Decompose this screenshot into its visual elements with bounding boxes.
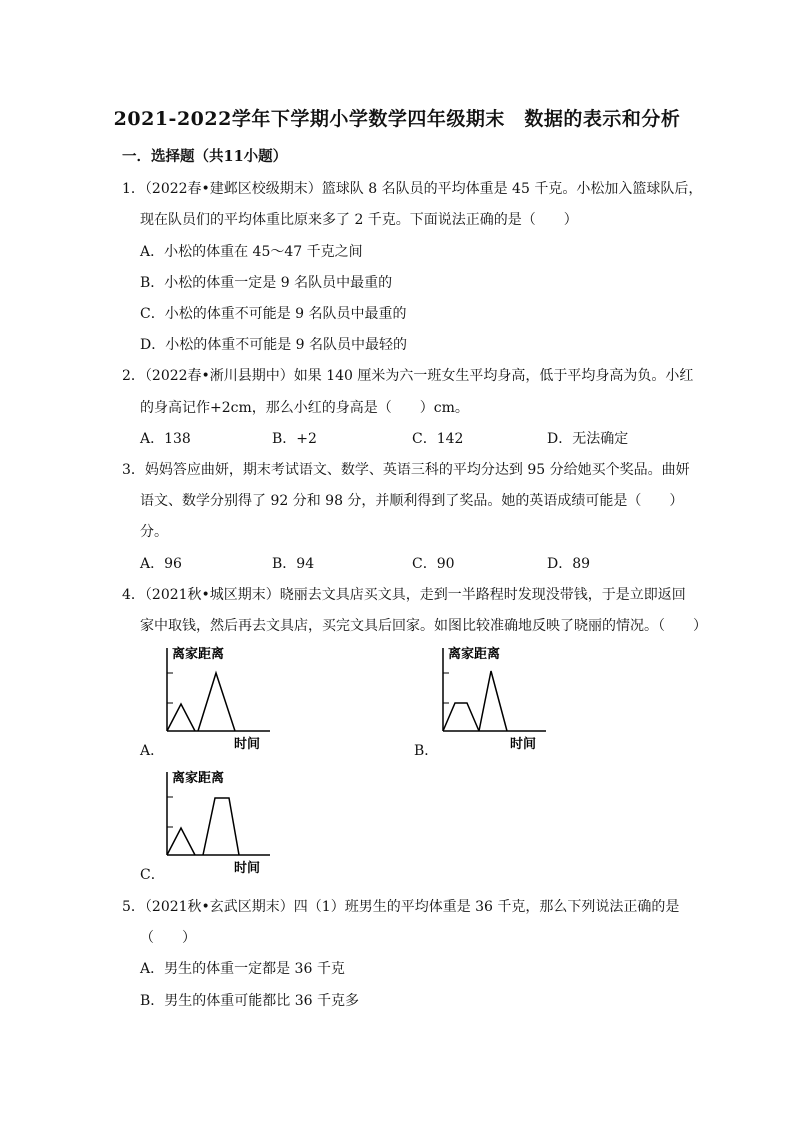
q3-stem-line3: 分。	[140, 524, 168, 540]
q1-stem-line2: 现在队员们的平均体重比原来多了 2 千克。下面说法正确的是（ ）	[140, 212, 578, 228]
graph-b-xlabel: 时间	[510, 737, 537, 752]
graph-a-ylabel: 离家距离	[172, 647, 225, 662]
q4-option-c: C．	[140, 867, 165, 883]
q2-option-b: B．+2	[272, 431, 317, 447]
q2-stem-line2: 的身高记作+2cm，那么小红的身高是（ ）cm。	[140, 400, 469, 416]
q2-option-d: D．无法确定	[547, 431, 629, 447]
q1-stem-line1: 1．（2022春•建邺区校级期末）篮球队 8 名队员的平均体重是 45 千克。小松加入篮球队后，	[122, 181, 703, 197]
graph-a-line-1	[167, 704, 195, 731]
graph-b-line-2	[479, 671, 507, 731]
q4-stem-line1: 4．（2021秋•城区期末）晓丽去文具店买文具，走到一半路程时发现没带钱，于是立即返回	[122, 587, 686, 603]
graph-c-line-2	[203, 798, 239, 855]
graph-b-ylabel: 离家距离	[448, 647, 501, 662]
section-heading: 一．选择题（共11小题）	[122, 148, 288, 165]
graph-c-ylabel: 离家距离	[172, 771, 225, 786]
q2-option-a: A．138	[140, 431, 191, 447]
q4-stem-line2: 家中取钱，然后再去文具店，买完文具后回家。如图比较准确地反映了晓丽的情况。（ ）	[140, 618, 707, 634]
q3-option-d: D．89	[547, 556, 591, 572]
q4-graph-c	[150, 764, 280, 879]
q1-option-b: B．小松的体重一定是 9 名队员中最重的	[140, 275, 393, 291]
page-title: 2021-2022学年下学期小学数学四年级期末 数据的表示和分析	[113, 108, 681, 130]
q1-option-d: D．小松的体重不可能是 9 名队员中最轻的	[140, 337, 408, 353]
graph-a-line-2	[198, 673, 235, 731]
graph-a-xlabel: 时间	[234, 737, 261, 752]
q4-graph-b	[426, 640, 556, 755]
q5-stem-line2: （ ）	[140, 930, 196, 946]
graph-c-line-1	[167, 828, 195, 855]
q4-graph-a	[150, 640, 280, 755]
q3-stem-line1: 3．妈妈答应曲妍，期末考试语文、数学、英语三科的平均分达到 95 分给她买个奖品。曲妍	[122, 462, 690, 478]
q4-option-b: B．	[414, 743, 439, 759]
q5-option-a: A．男生的体重一定都是 36 千克	[140, 961, 345, 977]
q2-stem-line1: 2．（2022春•淅川县期中）如果 140 厘米为六一班女生平均身高，低于平均身高为负。小红	[122, 368, 694, 384]
q3-option-b: B．94	[272, 556, 315, 572]
q4-option-a: A．	[140, 743, 165, 759]
q3-stem-line2: 语文、数学分别得了 92 分和 98 分，并顺利得到了奖品。她的英语成绩可能是（ ）	[140, 493, 684, 509]
graph-b-line-1	[443, 703, 479, 731]
q5-stem-line1: 5．（2021秋•玄武区期末）四（1）班男生的平均体重是 36 千克，那么下列说法正确的是	[122, 899, 680, 915]
q3-option-c: C．90	[412, 556, 455, 572]
q1-option-a: A．小松的体重在 45～47 千克之间	[140, 244, 363, 260]
q1-option-c: C．小松的体重不可能是 9 名队员中最重的	[140, 306, 407, 322]
q3-option-a: A．96	[140, 556, 182, 572]
graph-c-xlabel: 时间	[234, 861, 261, 876]
q2-option-c: C．142	[412, 431, 464, 447]
q5-option-b: B．男生的体重可能都比 36 千克多	[140, 993, 360, 1009]
